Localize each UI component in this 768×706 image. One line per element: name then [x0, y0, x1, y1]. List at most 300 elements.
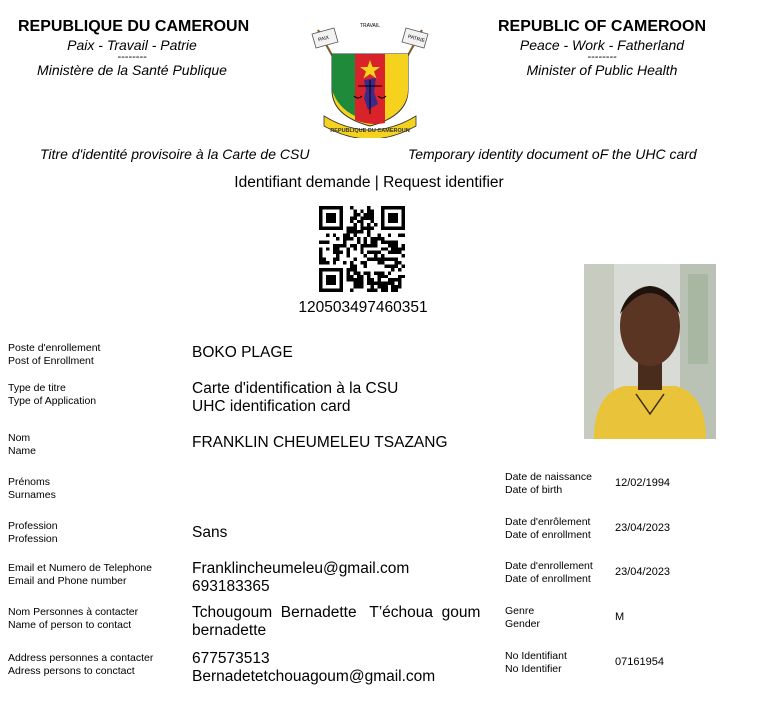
dashes-fr: -------- [117, 51, 147, 63]
qr-module [360, 216, 363, 219]
qr-module [350, 216, 353, 219]
qr-module [350, 268, 353, 271]
qr-module [395, 244, 398, 247]
qr-module [357, 285, 360, 288]
qr-module [377, 261, 380, 264]
qr-module [357, 237, 360, 240]
qr-module [381, 271, 384, 274]
qr-module [360, 223, 363, 226]
qr-module [384, 240, 387, 243]
qr-module [343, 237, 346, 240]
qr-module [336, 254, 339, 257]
qr-module [353, 278, 356, 281]
qr-module [391, 282, 394, 285]
qr-module [350, 227, 353, 230]
side-field-label [505, 516, 591, 541]
field-value-line2: UHC identification card [192, 398, 351, 415]
qr-module [398, 261, 401, 264]
qr-module [353, 216, 356, 219]
qr-module [364, 213, 367, 216]
qr-module [367, 282, 370, 285]
qr-module [391, 247, 394, 250]
field-value [192, 650, 435, 686]
field-value-line1: Franklincheumeleu@gmail.com [192, 560, 410, 577]
qr-module [336, 247, 339, 250]
field-label [8, 562, 152, 587]
ministry-en: Minister of Public Health [526, 62, 678, 78]
side-field-label [505, 605, 540, 630]
field-label-fr: Prénoms [8, 476, 51, 488]
side-field-label-en: Date of birth [505, 483, 563, 496]
qr-module [395, 285, 398, 288]
field-value-line1: BOKO PLAGE [192, 344, 293, 361]
side-field-label [505, 650, 567, 675]
qr-module [374, 251, 377, 254]
emblem-right-text: PATRIE [407, 33, 426, 45]
qr-module [395, 264, 398, 267]
header-left [18, 18, 250, 78]
qr-module [360, 247, 363, 250]
field-value [192, 524, 227, 542]
qr-module [381, 258, 384, 261]
qr-module [333, 234, 336, 237]
qr-module [367, 230, 370, 233]
field-label-fr: Type de titre [8, 382, 66, 394]
dashes-en: -------- [587, 51, 617, 63]
qr-module [381, 240, 384, 243]
qr-module [350, 244, 353, 247]
qr-module [374, 271, 377, 274]
qr-module [353, 230, 356, 233]
qr-module [326, 234, 329, 237]
qr-module [377, 278, 380, 281]
qr-module [377, 275, 380, 278]
field-label-fr: Poste d'enrollement [8, 342, 101, 354]
qr-module [367, 234, 370, 237]
qr-code [319, 206, 405, 292]
field-label-fr: Email et Numero de Telephone [8, 562, 152, 574]
qr-module [336, 237, 339, 240]
field-label-fr: Nom [8, 432, 31, 444]
qr-module [395, 258, 398, 261]
field-label-en: Adress persons to conctact [8, 664, 135, 677]
qr-module [395, 251, 398, 254]
qr-module [371, 251, 374, 254]
side-field-label [505, 560, 593, 585]
field-value-line1: Carte d'identification à la CSU [192, 380, 399, 397]
qr-module [381, 282, 384, 285]
qr-module [367, 278, 370, 281]
field-value-line1: Sans [192, 524, 228, 541]
qr-module [377, 285, 380, 288]
qr-module [333, 261, 336, 264]
qr-module [398, 285, 401, 288]
qr-module [333, 251, 336, 254]
qr-module [326, 240, 329, 243]
qr-module [319, 261, 322, 264]
qr-module [371, 227, 374, 230]
qr-module [367, 275, 370, 278]
side-field-value: 12/02/1994 [615, 477, 671, 489]
qr-finder [326, 213, 336, 223]
side-field-label [505, 471, 592, 496]
field-label-en: Type of Application [8, 394, 97, 407]
qr-module [347, 234, 350, 237]
qr-module [360, 220, 363, 223]
field-label [8, 520, 58, 545]
qr-module [326, 261, 329, 264]
qr-module [350, 237, 353, 240]
qr-module [364, 261, 367, 264]
qr-module [357, 240, 360, 243]
qr-module [360, 261, 363, 264]
qr-module [343, 240, 346, 243]
qr-module [364, 240, 367, 243]
qr-module [360, 275, 363, 278]
qr-module [384, 264, 387, 267]
qr-module [398, 275, 401, 278]
qr-module [398, 268, 401, 271]
qr-module [357, 271, 360, 274]
field-value [192, 560, 409, 596]
field-label [8, 382, 96, 407]
field-label-en: Name of person to contact [8, 618, 132, 631]
qr-module [350, 206, 353, 209]
qr-module [398, 251, 401, 254]
qr-module [347, 230, 350, 233]
field-value [192, 380, 398, 416]
qr-module [395, 247, 398, 250]
qr-module [333, 258, 336, 261]
qr-module [319, 254, 322, 257]
field-value-line1: 677573513 [192, 650, 270, 667]
qr-module [367, 216, 370, 219]
qr-module [350, 264, 353, 267]
ministry-fr: Ministère de la Santé Publique [37, 62, 227, 78]
qr-module [371, 278, 374, 281]
side-field-label-fr: No Identifiant [505, 650, 567, 662]
qr-module [374, 237, 377, 240]
qr-module [360, 209, 363, 212]
qr-module [395, 278, 398, 281]
qr-module [367, 209, 370, 212]
qr-module [353, 285, 356, 288]
qr-module [364, 254, 367, 257]
qr-module [353, 268, 356, 271]
qr-module [402, 247, 405, 250]
qr-module [367, 251, 370, 254]
qr-module [367, 223, 370, 226]
qr-module [343, 261, 346, 264]
field-label [8, 652, 153, 677]
qr-module [336, 251, 339, 254]
qr-module [357, 282, 360, 285]
qr-module [350, 275, 353, 278]
field-label-en: Name [8, 444, 37, 457]
qr-module [395, 240, 398, 243]
field-value-line2: bernadette [192, 622, 267, 639]
qr-module [347, 275, 350, 278]
qr-module [391, 285, 394, 288]
motto-en: Peace - Work - Fatherland [519, 37, 685, 53]
qr-module [371, 220, 374, 223]
qr-module [374, 240, 377, 243]
qr-module [388, 244, 391, 247]
qr-module [353, 234, 356, 237]
qr-module [402, 275, 405, 278]
side-field-label-fr: Date d'enrôlement [505, 516, 591, 528]
qr-module [381, 254, 384, 257]
country-title-en: REPUBLIC OF CAMEROON [498, 18, 706, 35]
qr-module [388, 271, 391, 274]
qr-module [391, 258, 394, 261]
qr-module [388, 264, 391, 267]
side-field-label-fr: Genre [505, 605, 535, 617]
qr-module [360, 230, 363, 233]
qr-module [364, 227, 367, 230]
qr-module [367, 289, 370, 292]
qr-module [357, 275, 360, 278]
qr-module [391, 289, 394, 292]
qr-module [357, 220, 360, 223]
qr-module [391, 278, 394, 281]
qr-module [343, 234, 346, 237]
qr-module [360, 244, 363, 247]
emblem-left-text: PAIX [317, 34, 330, 44]
qr-module [350, 261, 353, 264]
qr-module [357, 278, 360, 281]
qr-module [350, 220, 353, 223]
qr-module [395, 261, 398, 264]
qr-module [322, 240, 325, 243]
side-field-value: 23/04/2023 [615, 566, 671, 578]
country-title-fr: REPUBLIQUE DU CAMEROUN [18, 18, 250, 35]
holder-photo [584, 264, 716, 439]
qr-module [377, 234, 380, 237]
qr-module [371, 216, 374, 219]
side-field-label-en: No Identifier [505, 662, 562, 675]
qr-module [347, 254, 350, 257]
qr-module [398, 278, 401, 281]
qr-module [377, 251, 380, 254]
side-field-label-en: Gender [505, 617, 541, 630]
qr-module [398, 282, 401, 285]
qr-module [374, 282, 377, 285]
qr-module [377, 258, 380, 261]
qr-module [343, 244, 346, 247]
qr-module [364, 216, 367, 219]
field-label-en: Surnames [8, 488, 56, 501]
emblem-ribbon-text: REPUBLIQUE DU CAMEROUN [330, 128, 410, 134]
qr-module [322, 258, 325, 261]
side-field-value: 07161954 [615, 656, 664, 668]
qr-module [360, 285, 363, 288]
qr-module [326, 247, 329, 250]
qr-module [384, 275, 387, 278]
qr-module [371, 209, 374, 212]
field-label [8, 476, 56, 501]
qr-module [371, 213, 374, 216]
qr-module [384, 247, 387, 250]
qr-module [353, 247, 356, 250]
qr-module [360, 278, 363, 281]
qr-module [398, 234, 401, 237]
qr-module [384, 258, 387, 261]
side-field-label-fr: Date d'enrollement [505, 560, 593, 572]
qr-module [333, 244, 336, 247]
qr-module [357, 230, 360, 233]
qr-module [322, 261, 325, 264]
qr-finder [388, 213, 398, 223]
side-field-value: M [615, 611, 625, 623]
qr-module [350, 289, 353, 292]
qr-module [336, 244, 339, 247]
field-value-line1: Tchougoum Bernadette T’échoua goum [192, 604, 481, 621]
qr-module [374, 289, 377, 292]
qr-module [347, 251, 350, 254]
qr-module [381, 247, 384, 250]
qr-module [398, 247, 401, 250]
qr-module [391, 251, 394, 254]
qr-module [357, 213, 360, 216]
qr-module [360, 227, 363, 230]
qr-module [374, 254, 377, 257]
field-label-fr: Address personnes a contacter [8, 652, 154, 664]
qr-module [388, 258, 391, 261]
qr-module [384, 285, 387, 288]
qr-module [367, 227, 370, 230]
qr-module [353, 264, 356, 267]
qr-module [347, 271, 350, 274]
qr-module [402, 254, 405, 257]
qr-module [347, 237, 350, 240]
qr-module [353, 244, 356, 247]
qr-module [374, 223, 377, 226]
qr-module [333, 247, 336, 250]
qr-module [340, 251, 343, 254]
emblem-top-text: TRAVAIL [359, 23, 381, 29]
request-identifier-number: 120503497460351 [298, 299, 428, 316]
qr-module [388, 240, 391, 243]
qr-module [402, 234, 405, 237]
qr-module [319, 240, 322, 243]
qr-module [381, 289, 384, 292]
qr-module [371, 244, 374, 247]
qr-module [367, 206, 370, 209]
coat-of-arms [310, 20, 430, 138]
document-title-en: Temporary identity document oF the UHC card [408, 146, 697, 162]
document-title-fr: Titre d'identité provisoire à la Carte de CSU [40, 146, 310, 162]
qr-module [384, 282, 387, 285]
field-label [8, 432, 36, 457]
qr-module [350, 278, 353, 281]
qr-module [388, 251, 391, 254]
qr-module [381, 237, 384, 240]
qr-module [319, 247, 322, 250]
qr-module [360, 251, 363, 254]
qr-module [367, 244, 370, 247]
qr-module [391, 240, 394, 243]
qr-module [381, 285, 384, 288]
field-value [192, 604, 480, 640]
field-value-line1: FRANKLIN CHEUMELEU TSAZANG [192, 434, 448, 451]
field-value-line2: Bernadetetchouagoum@gmail.com [192, 668, 436, 685]
qr-module [353, 223, 356, 226]
qr-module [391, 264, 394, 267]
qr-module [377, 271, 380, 274]
qr-module [347, 278, 350, 281]
side-field-label-fr: Date de naissance [505, 471, 592, 483]
qr-module [371, 285, 374, 288]
qr-module [367, 258, 370, 261]
qr-module [367, 213, 370, 216]
qr-module [353, 209, 356, 212]
qr-module [353, 271, 356, 274]
qr-module [391, 244, 394, 247]
qr-module [371, 258, 374, 261]
field-label-fr: Nom Personnes à contacter [8, 606, 139, 618]
field-value [192, 344, 293, 362]
qr-module [360, 282, 363, 285]
qr-module [374, 258, 377, 261]
qr-module [377, 237, 380, 240]
field-label-en: Profession [8, 532, 58, 545]
qr-module [319, 251, 322, 254]
qr-module [377, 282, 380, 285]
qr-module [347, 268, 350, 271]
qr-module [402, 264, 405, 267]
field-label [8, 342, 100, 367]
side-field-label-en: Date of enrollment [505, 572, 591, 585]
qr-module [374, 244, 377, 247]
qr-module [388, 282, 391, 285]
qr-module [391, 268, 394, 271]
qr-module [353, 258, 356, 261]
field-value [192, 434, 448, 452]
field-label-en: Post of Enrollment [8, 354, 94, 367]
qr-module [364, 264, 367, 267]
qr-module [381, 261, 384, 264]
qr-module [367, 271, 370, 274]
side-field-label-en: Date of enrollment [505, 528, 591, 541]
qr-module [340, 244, 343, 247]
qr-module [395, 289, 398, 292]
qr-module [364, 271, 367, 274]
qr-module [364, 237, 367, 240]
qr-module [371, 240, 374, 243]
qr-module [371, 289, 374, 292]
field-label-fr: Profession [8, 520, 58, 532]
qr-module [371, 282, 374, 285]
qr-module [388, 234, 391, 237]
request-identifier-label: Identifiant demande | Request identifier [234, 174, 504, 191]
qr-module [402, 244, 405, 247]
qr-module [347, 227, 350, 230]
qr-module [319, 258, 322, 261]
qr-module [353, 213, 356, 216]
qr-module [388, 278, 391, 281]
motto-fr: Paix - Travail - Patrie [67, 37, 197, 53]
field-label [8, 606, 138, 631]
qr-module [347, 247, 350, 250]
qr-module [364, 244, 367, 247]
field-value-line2: 693183365 [192, 578, 270, 595]
qr-module [350, 230, 353, 233]
qr-module [381, 275, 384, 278]
field-label-en: Email and Phone number [8, 574, 127, 587]
qr-finder [326, 275, 336, 285]
header-right [488, 18, 716, 78]
